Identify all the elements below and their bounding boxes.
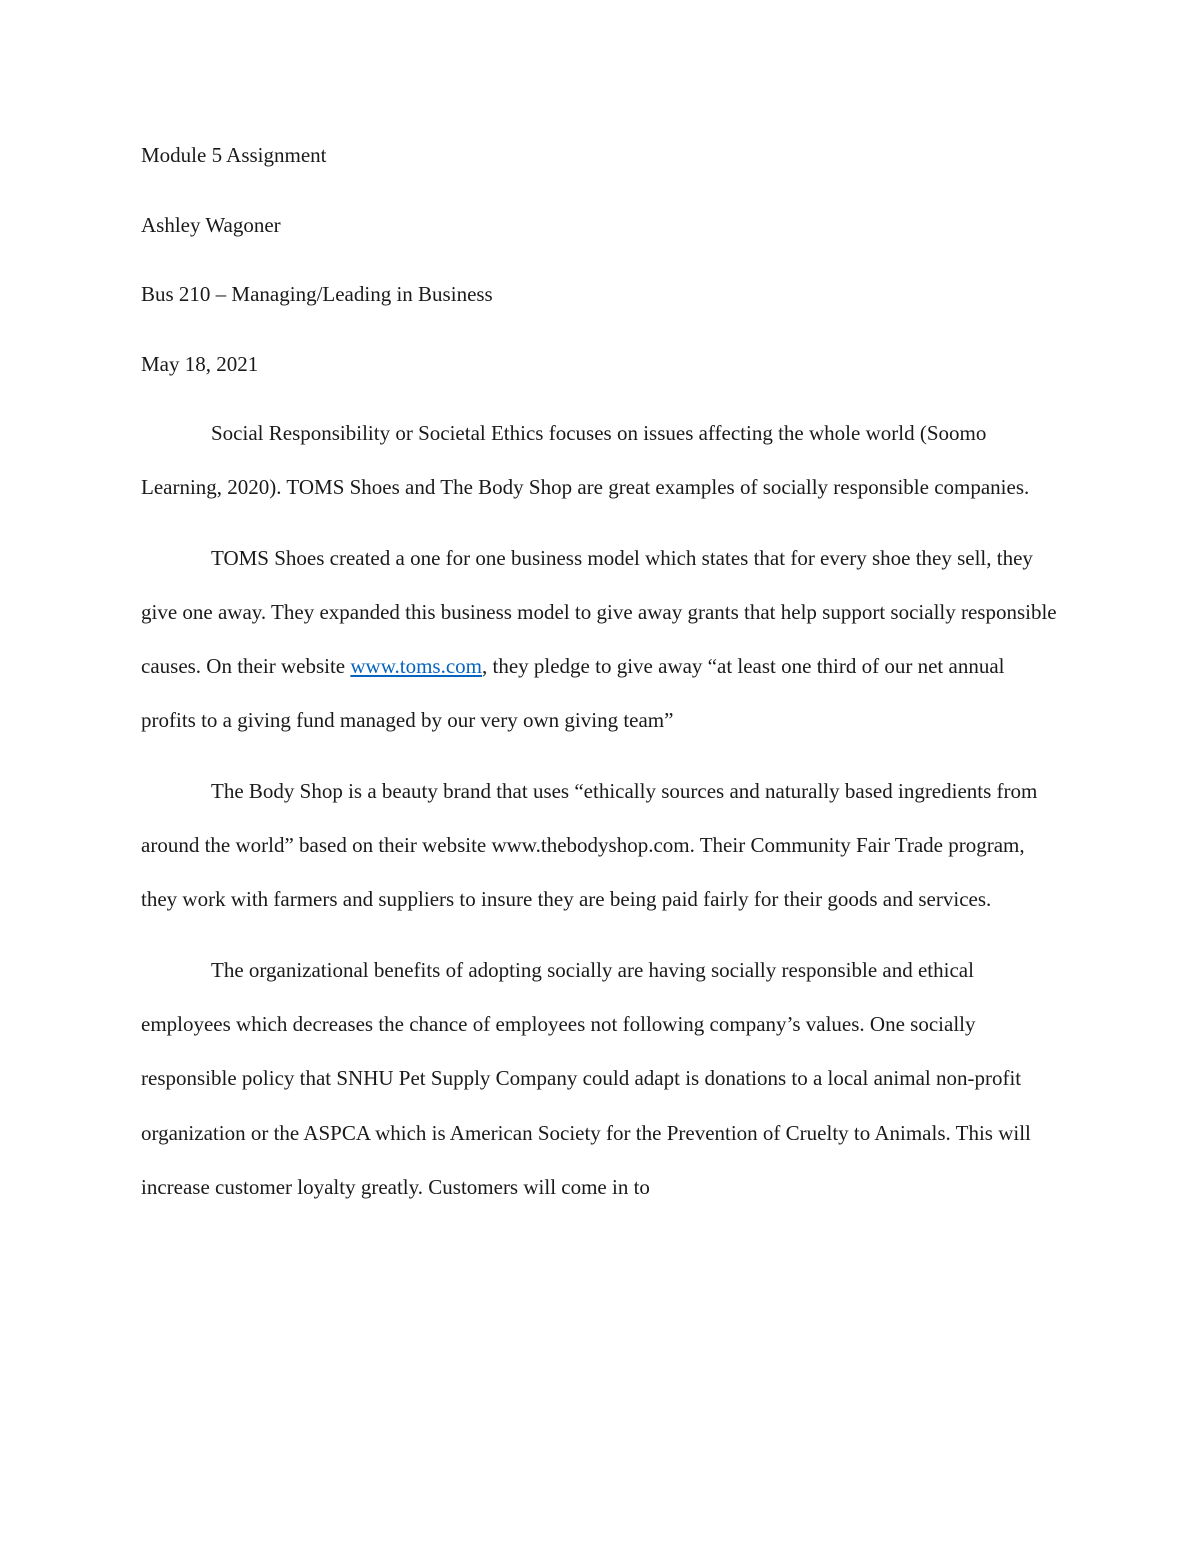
paragraph-toms [141,531,1061,748]
paragraph-body-shop: The Body Shop is a beauty brand that uses “ethically sources and naturally based ingredients from around the world” based on their website www.thebodyshop.com. Their Community Fair Trade program, they work with farmers and suppliers to insure they are being paid fairly for their goods and services. [141,778,1038,912]
assignment-title: Module 5 Assignment [141,143,327,167]
paragraph-benefits: The organizational benefits of adopting socially are having socially responsible and ethical employees which decreases the chance of employees not following company’s values. One socially responsible policy that SNHU Pet Supply Company could adapt is donations to a local animal non-profit organization or the ASPCA which is American Society for the Prevention of Cruelty to Animals. This will increase customer loyalty greatly. Customers will come in to [141,957,1031,1199]
course-name: Bus 210 – Managing/Leading in Business [141,282,493,306]
document-content [141,138,1061,1214]
assignment-date: May 18, 2021 [141,351,259,376]
paragraph-toms-text-end: , they pledge to give away “at least one third of our net annual profits to a giving fund managed by our very own giving team” [141,654,1005,733]
toms-website-link[interactable]: www.toms.com [350,654,482,679]
paragraph-toms-text-start: TOMS Shoes created a one for one business model which states that for every shoe they sell, they give one away. They expanded this business model to give away grants that help support socially responsible causes. On their website [141,545,1057,679]
paragraph-intro: Social Responsibility or Societal Ethics focuses on issues affecting the whole world (Soomo Learning, 2020). TOMS Shoes and The Body Shop are great examples of socially responsible companies. [141,421,1030,500]
author-name: Ashley Wagoner [141,212,281,237]
